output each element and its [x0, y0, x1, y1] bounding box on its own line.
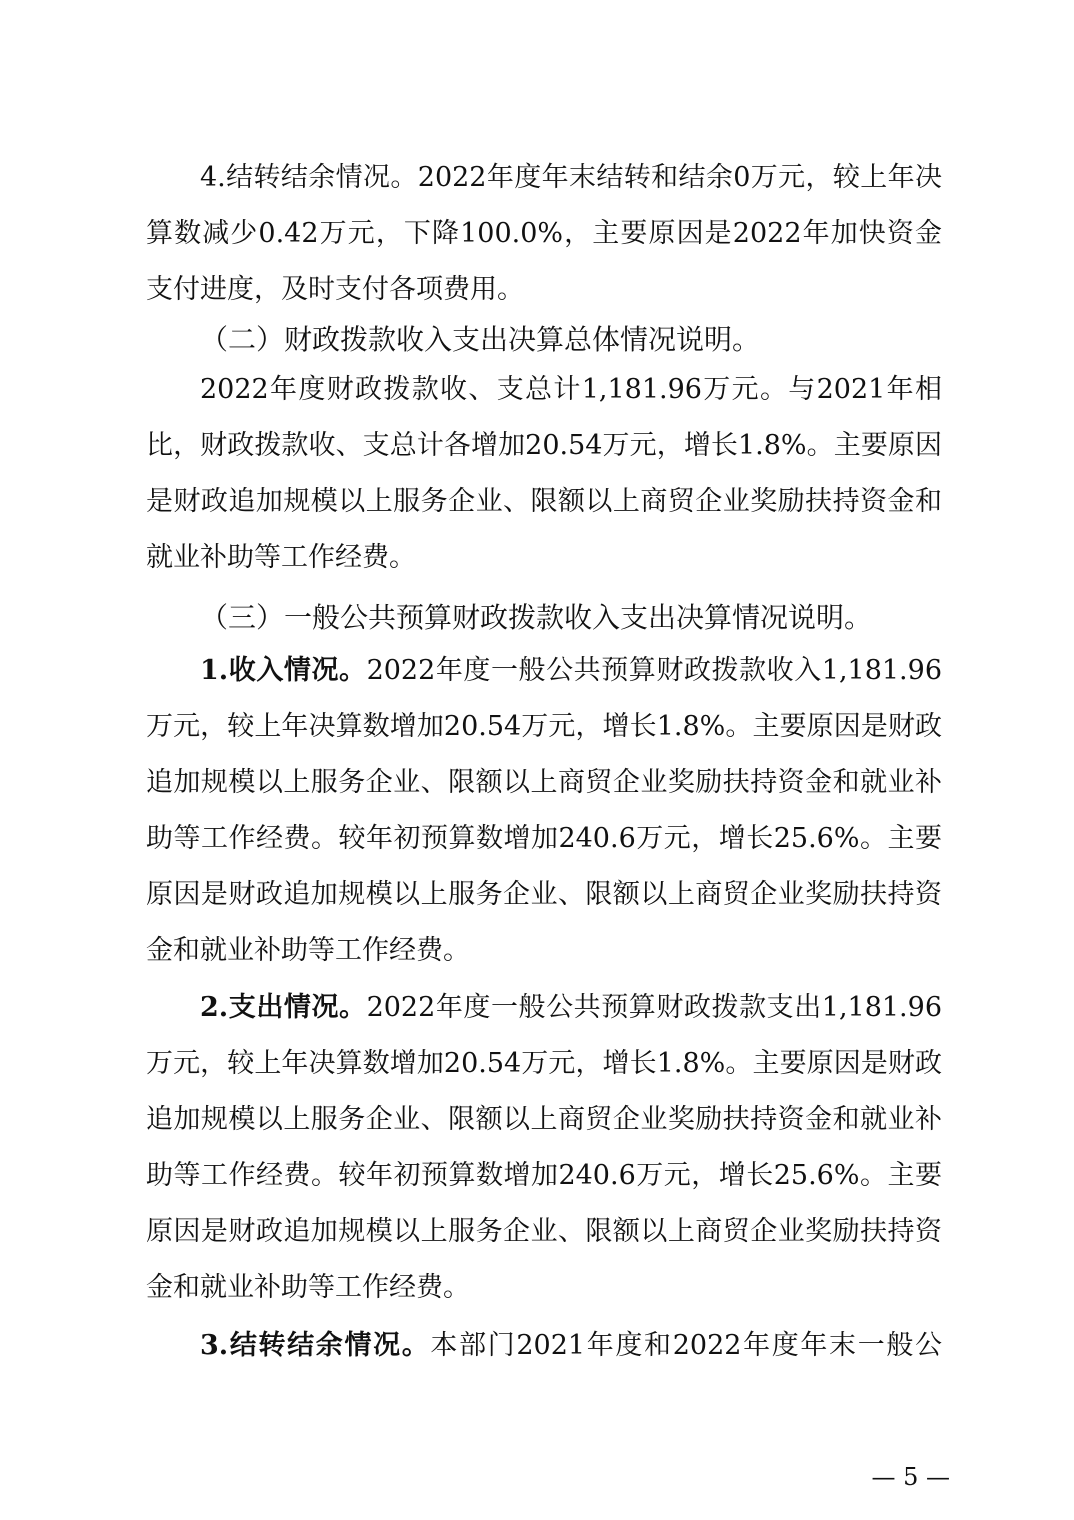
paragraph-label: 1.收入情况。 — [200, 655, 367, 686]
paragraph-carryover — [146, 150, 942, 318]
page-number: — 5 — — [871, 1463, 950, 1491]
paragraph-text: 2022年度财政拨款收、支总计1,181.96万元。与2021年相比，财政拨款收、支总计各增加20.54万元，增长1.8%。主要原因是财政追加规模以上服务企业、限额以上商贸企业奖励扶持资金和就业补助等工作经费。 — [146, 374, 942, 573]
paragraph-label: 3.结转结余情况。 — [200, 1330, 431, 1361]
paragraph-label: 2.支出情况。 — [200, 992, 367, 1023]
paragraph-income — [146, 643, 942, 979]
paragraph-text: 2022年度一般公共预算财政拨款收入1,181.96万元，较上年决算数增加20.54万元，增长1.8%。主要原因是财政追加规模以上服务企业、限额以上商贸企业奖励扶持资金和就业补助等工作经费。较年初预算数增加240.6万元，增长25.6%。主要原因是财政追加规模以上服务企业、限额以上商贸企业奖励扶持资金和就业补助等工作经费。 — [146, 655, 942, 966]
paragraph-expense — [146, 980, 942, 1316]
section-heading-3: （三）一般公共预算财政拨款收入支出决算情况说明。 — [200, 601, 873, 634]
paragraph-total — [146, 362, 942, 586]
paragraph-label: 4.结转结余情况。 — [200, 162, 418, 193]
paragraph-text: 本部门2021年度和2022年度年末一般公 — [430, 1330, 942, 1361]
paragraph-text: 2022年度一般公共预算财政拨款支出1,181.96万元，较上年决算数增加20.54万元，增长1.8%。主要原因是财政追加规模以上服务企业、限额以上商贸企业奖励扶持资金和就业补助等工作经费。较年初预算数增加240.6万元，增长25.6%。主要原因是财政追加规模以上服务企业、限额以上商贸企业奖励扶持资金和就业补助等工作经费。 — [146, 992, 942, 1303]
section-heading-2: （二）财政拨款收入支出决算总体情况说明。 — [200, 323, 761, 356]
paragraph-text: 2022年度年末结转和结余0万元，较上年决算数减少0.42万元，下降100.0%，主要原因是2022年加快资金支付进度，及时支付各项费用。 — [146, 162, 943, 305]
paragraph-carryover-2 — [146, 1318, 942, 1374]
